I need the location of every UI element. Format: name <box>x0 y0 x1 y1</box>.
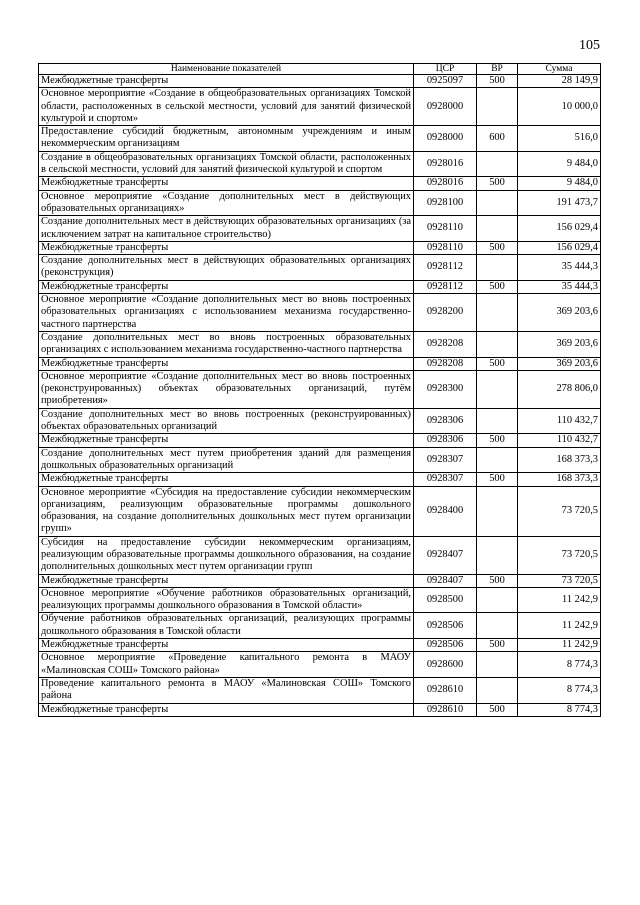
row-sum: 369 203,6 <box>518 357 601 370</box>
row-csr: 0928500 <box>414 587 477 613</box>
row-vr: 500 <box>477 703 518 716</box>
row-sum: 28 149,9 <box>518 75 601 88</box>
row-sum: 8 774,3 <box>518 652 601 678</box>
budget-table <box>38 63 601 717</box>
row-sum: 9 484,0 <box>518 177 601 190</box>
row-sum: 11 242,9 <box>518 587 601 613</box>
row-vr <box>477 370 518 408</box>
row-name: Создание в общеобразовательных организациях Томской области, расположенных в сельской местности, условий для занятий физической культурой и спортом <box>39 151 414 177</box>
table-row <box>39 536 601 574</box>
row-csr: 0928407 <box>414 536 477 574</box>
table-row <box>39 75 601 88</box>
row-csr: 0928400 <box>414 486 477 536</box>
row-csr: 0925097 <box>414 75 477 88</box>
row-sum: 9 484,0 <box>518 151 601 177</box>
row-csr: 0928306 <box>414 408 477 434</box>
row-csr: 0928200 <box>414 294 477 332</box>
row-name: Межбюджетные трансферты <box>39 639 414 652</box>
row-name: Межбюджетные трансферты <box>39 473 414 486</box>
table-row <box>39 486 601 536</box>
row-csr: 0928110 <box>414 216 477 242</box>
row-vr: 500 <box>477 241 518 254</box>
row-vr: 500 <box>477 75 518 88</box>
row-csr: 0928208 <box>414 357 477 370</box>
row-csr: 0928112 <box>414 280 477 293</box>
header-sum: Сумма <box>518 64 601 75</box>
row-name: Обучение работников образовательных организаций, реализующих программы дошкольного образования в Томской области <box>39 613 414 639</box>
row-name: Основное мероприятие «Обучение работников образовательных организаций, реализующих программы дошкольного образования в Томской области» <box>39 587 414 613</box>
row-name: Межбюджетные трансферты <box>39 280 414 293</box>
table-row <box>39 473 601 486</box>
row-sum: 35 444,3 <box>518 255 601 281</box>
row-sum: 73 720,5 <box>518 574 601 587</box>
table-row <box>39 677 601 703</box>
row-csr: 0928600 <box>414 652 477 678</box>
row-csr: 0928110 <box>414 241 477 254</box>
row-csr: 0928208 <box>414 331 477 357</box>
table-row <box>39 216 601 242</box>
row-name: Основное мероприятие «Создание дополнительных мест в действующих образовательных организациях» <box>39 190 414 216</box>
row-sum: 8 774,3 <box>518 703 601 716</box>
row-name: Основное мероприятие «Субсидия на предоставление субсидии некоммерческим организациям, реализующим образовательные программы дошкольного образования, на создание дополнительных дошкольных мест путем организации групп» <box>39 486 414 536</box>
row-csr: 0928506 <box>414 639 477 652</box>
row-vr <box>477 677 518 703</box>
row-vr <box>477 331 518 357</box>
table-row <box>39 587 601 613</box>
row-sum: 11 242,9 <box>518 613 601 639</box>
row-sum: 369 203,6 <box>518 294 601 332</box>
row-csr: 0928610 <box>414 703 477 716</box>
row-sum: 191 473,7 <box>518 190 601 216</box>
header-vr: ВР <box>477 64 518 75</box>
row-vr <box>477 447 518 473</box>
row-name: Межбюджетные трансферты <box>39 703 414 716</box>
row-csr: 0928506 <box>414 613 477 639</box>
row-name: Субсидия на предоставление субсидии некоммерческим организациям, реализующим образовательные программы дошкольного образования, на создание дополнительных дошкольных мест путем организации групп <box>39 536 414 574</box>
row-sum: 168 373,3 <box>518 447 601 473</box>
table-row <box>39 294 601 332</box>
row-vr <box>477 88 518 126</box>
row-csr: 0928307 <box>414 473 477 486</box>
row-vr <box>477 408 518 434</box>
row-sum: 156 029,4 <box>518 216 601 242</box>
table-row <box>39 613 601 639</box>
row-name: Межбюджетные трансферты <box>39 241 414 254</box>
row-sum: 110 432,7 <box>518 408 601 434</box>
header-name: Наименование показателей <box>39 64 414 75</box>
row-sum: 278 806,0 <box>518 370 601 408</box>
row-csr: 0928000 <box>414 126 477 152</box>
row-sum: 73 720,5 <box>518 486 601 536</box>
row-name: Основное мероприятие «Создание в общеобразовательных организациях Томской области, расположенных в сельской местности, условий для занятий физической культурой и спортом» <box>39 88 414 126</box>
row-vr <box>477 216 518 242</box>
page-number: 105 <box>579 38 600 53</box>
row-vr: 500 <box>477 434 518 447</box>
row-vr: 500 <box>477 357 518 370</box>
row-vr <box>477 587 518 613</box>
row-csr: 0928016 <box>414 177 477 190</box>
row-csr: 0928306 <box>414 434 477 447</box>
row-vr: 500 <box>477 574 518 587</box>
row-name: Проведение капитального ремонта в МАОУ «Малиновская СОШ» Томского района <box>39 677 414 703</box>
row-sum: 10 000,0 <box>518 88 601 126</box>
row-csr: 0928610 <box>414 677 477 703</box>
table-row <box>39 331 601 357</box>
table-row <box>39 255 601 281</box>
row-name: Основное мероприятие «Создание дополнительных мест во вновь построенных образовательных организациях с использованием механизма государственно-частного партнерства <box>39 294 414 332</box>
row-csr: 0928407 <box>414 574 477 587</box>
header-csr: ЦСР <box>414 64 477 75</box>
row-csr: 0928307 <box>414 447 477 473</box>
row-name: Основное мероприятие «Создание дополнительных мест во вновь построенных (реконструированных) объектах образовательных организаций, путём приобретения» <box>39 370 414 408</box>
row-sum: 110 432,7 <box>518 434 601 447</box>
table-row <box>39 652 601 678</box>
row-csr: 0928000 <box>414 88 477 126</box>
table-row <box>39 408 601 434</box>
row-name: Межбюджетные трансферты <box>39 75 414 88</box>
row-sum: 156 029,4 <box>518 241 601 254</box>
row-name: Межбюджетные трансферты <box>39 574 414 587</box>
row-vr <box>477 486 518 536</box>
row-name: Основное мероприятие «Проведение капитального ремонта в МАОУ «Малиновская СОШ» Томского района» <box>39 652 414 678</box>
table-row <box>39 357 601 370</box>
table-row <box>39 280 601 293</box>
row-sum: 8 774,3 <box>518 677 601 703</box>
table-row <box>39 434 601 447</box>
row-name: Межбюджетные трансферты <box>39 177 414 190</box>
row-vr: 500 <box>477 177 518 190</box>
row-vr: 600 <box>477 126 518 152</box>
table-row <box>39 126 601 152</box>
row-sum: 516,0 <box>518 126 601 152</box>
row-csr: 0928016 <box>414 151 477 177</box>
row-name: Создание дополнительных мест путем приобретения зданий для размещения дошкольных образовательных организаций <box>39 447 414 473</box>
row-name: Создание дополнительных мест во вновь построенных (реконструированных) объектах образовательных организаций <box>39 408 414 434</box>
row-vr <box>477 151 518 177</box>
table-row <box>39 703 601 716</box>
table-row <box>39 370 601 408</box>
row-sum: 369 203,6 <box>518 331 601 357</box>
row-vr <box>477 190 518 216</box>
table-header-row <box>39 64 601 75</box>
table-row <box>39 447 601 473</box>
table-row <box>39 241 601 254</box>
row-name: Создание дополнительных мест в действующих образовательных организациях (реконструкция) <box>39 255 414 281</box>
table-row <box>39 190 601 216</box>
row-vr: 500 <box>477 473 518 486</box>
row-vr <box>477 294 518 332</box>
row-sum: 35 444,3 <box>518 280 601 293</box>
row-csr: 0928112 <box>414 255 477 281</box>
row-vr: 500 <box>477 280 518 293</box>
row-csr: 0928300 <box>414 370 477 408</box>
table-row <box>39 574 601 587</box>
table-row <box>39 177 601 190</box>
row-sum: 73 720,5 <box>518 536 601 574</box>
row-name: Предоставление субсидий бюджетным, автономным учреждениям и иным некоммерческим организациям <box>39 126 414 152</box>
row-vr <box>477 613 518 639</box>
table-row <box>39 151 601 177</box>
row-csr: 0928100 <box>414 190 477 216</box>
row-vr <box>477 536 518 574</box>
table-row <box>39 88 601 126</box>
row-name: Создание дополнительных мест во вновь построенных образовательных организациях с использованием механизма государственно-частного партнерства <box>39 331 414 357</box>
row-name: Создание дополнительных мест в действующих образовательных организациях (за исключением затрат на капитальное строительство) <box>39 216 414 242</box>
row-name: Межбюджетные трансферты <box>39 357 414 370</box>
row-sum: 11 242,9 <box>518 639 601 652</box>
row-vr <box>477 652 518 678</box>
row-vr <box>477 255 518 281</box>
row-vr: 500 <box>477 639 518 652</box>
row-sum: 168 373,3 <box>518 473 601 486</box>
row-name: Межбюджетные трансферты <box>39 434 414 447</box>
table-row <box>39 639 601 652</box>
